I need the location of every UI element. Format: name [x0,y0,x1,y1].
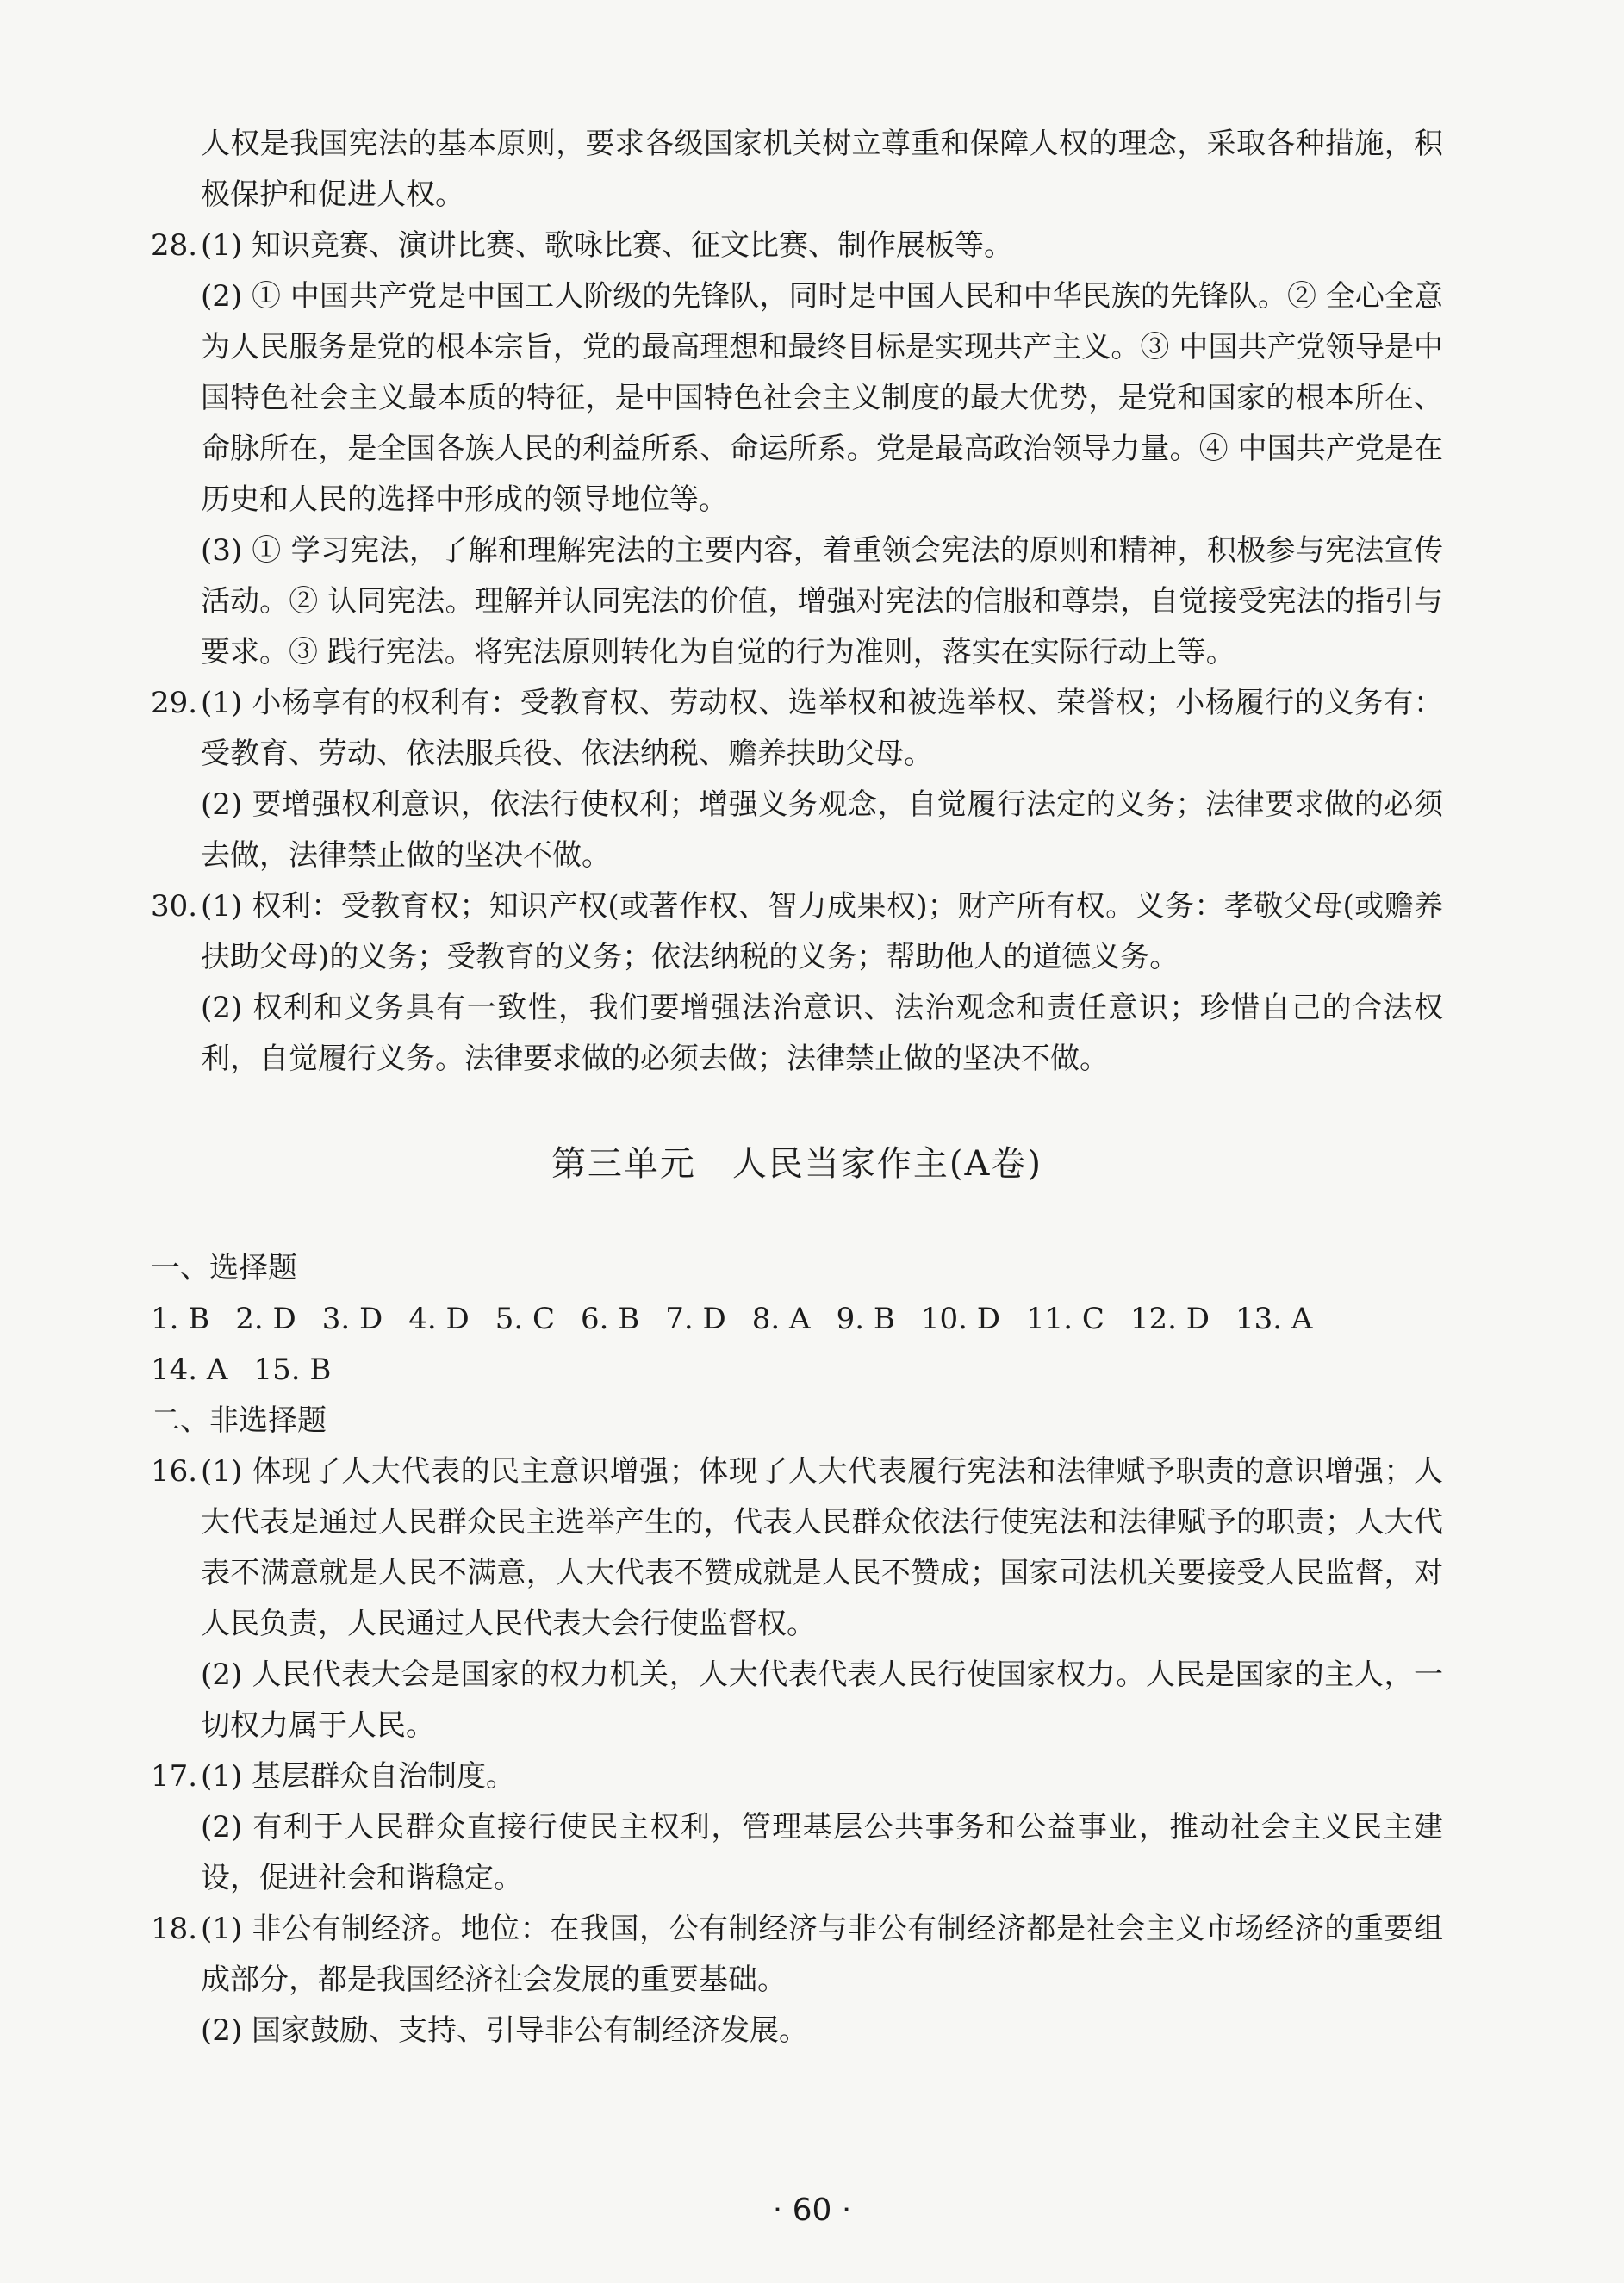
unit-title: 第三单元 人民当家作主(A卷) [551,1144,1043,1184]
choice-answer: 10. D [920,1302,1000,1336]
question-16 [151,1446,1443,1751]
choice-answer: 8. A [751,1302,811,1336]
question-number: 18. [151,1912,198,1946]
choice-answer: 12. D [1129,1302,1210,1336]
answer-part: (2) 有利于人民群众直接行使民主权利，管理基层公共事务和公益事业，推动社会主义民主建设，促进社会和谐稳定。 [201,1810,1443,1895]
choice-answer: 3. D [321,1302,383,1336]
choice-answer: 2. D [235,1302,296,1336]
choice-answer: 14. A [151,1353,228,1387]
question-17 [151,1751,1443,1904]
section-heading-choice: 一、选择题 [151,1251,297,1285]
answer-part: (2) 权利和义务具有一致性，我们要增强法治意识、法治观念和责任意识；珍惜自己的合法权利，自觉履行义务。法律要求做的必须去做；法律禁止做的坚决不做。 [201,991,1443,1076]
question-18 [151,1904,1443,2056]
choice-answer: 15. B [253,1353,332,1387]
question-29 [151,678,1443,881]
answer-part: (3) ① 学习宪法，了解和理解宪法的主要内容，着重领会宪法的原则和精神，积极参与宪法宣传活动。② 认同宪法。理解并认同宪法的价值，增强对宪法的信服和尊崇，自觉接受宪法的指引与要求。③ 践行宪法。将宪法原则转化为自觉的行为准则，落实在实际行动上等。 [201,533,1443,669]
question-number: 17. [151,1759,198,1794]
answer-part: (1) 权利：受教育权；知识产权(或著作权、智力成果权)；财产所有权。义务：孝敬父母(或赡养扶助父母)的义务；受教育的义务；依法纳税的义务；帮助他人的道德义务。 [201,889,1443,974]
answer-part: (2) 人民代表大会是国家的权力机关，人大代表代表人民行使国家权力。人民是国家的主人，一切权力属于人民。 [201,1658,1443,1743]
choice-answer: 5. C [495,1302,556,1336]
content [151,119,1443,2056]
answer-part: (2) 国家鼓励、支持、引导非公有制经济发展。 [201,2013,808,2048]
choice-answer: 6. B [581,1302,640,1336]
intro-paragraph: 人权是我国宪法的基本原则，要求各级国家机关树立尊重和保障人权的理念，采取各种措施，积极保护和促进人权。 [201,127,1443,212]
answer-part: (1) 非公有制经济。地位：在我国，公有制经济与非公有制经济都是社会主义市场经济的重要组成部分，都是我国经济社会发展的重要基础。 [201,1912,1443,1997]
section-heading-nonchoice: 二、非选择题 [151,1403,327,1438]
question-28 [151,221,1443,678]
choice-answer: 11. C [1025,1302,1104,1336]
choice-answer: 13. A [1235,1302,1313,1336]
question-number: 28. [151,228,198,263]
choice-answer: 9. B [836,1302,895,1336]
answer-part: (1) 基层群众自治制度。 [201,1759,515,1794]
choice-answer: 1. B [151,1302,210,1336]
answer-part: (1) 体现了人大代表的民主意识增强；体现了人大代表履行宪法和法律赋予职责的意识增强；人大代表是通过人民群众民主选举产生的，代表人民群众依法行使宪法和法律赋予的职责；人大代表不满意就是人民不满意，人大代表不赞成就是人民不赞成；国家司法机关要接受人民监督，对人民负责，人民通过人民代表大会行使监督权。 [201,1454,1443,1641]
question-30 [151,881,1443,1085]
question-number: 30. [151,889,198,924]
question-number: 16. [151,1454,198,1489]
answer-part: (2) ① 中国共产党是中国工人阶级的先锋队，同时是中国人民和中华民族的先锋队。② 全心全意为人民服务是党的根本宗旨，党的最高理想和最终目标是实现共产主义。③ 中国共产党领导是中国特色社会主义最本质的特征，是中国特色社会主义制度的最大优势，是党和国家的根本所在、命脉所在，是全国各族人民的利益所系、命运所系。党是最高政治领导力量。④ 中国共产党是在历史和人民的选择中形成的领导地位等。 [201,279,1443,517]
answer-part: (1) 小杨享有的权利有：受教育权、劳动权、选举权和被选举权、荣誉权；小杨履行的义务有：受教育、劳动、依法服兵役、依法纳税、赡养扶助父母。 [201,686,1443,771]
question-number: 29. [151,686,198,720]
answer-part: (1) 知识竞赛、演讲比赛、歌咏比赛、征文比赛、制作展板等。 [201,228,1013,263]
answer-part: (2) 要增强权利意识，依法行使权利；增强义务观念，自觉履行法定的义务；法律要求做的必须去做，法律禁止做的坚决不做。 [201,787,1443,873]
page-number: · 60 · [772,2193,852,2228]
choice-answers [151,1294,1374,1396]
choice-answer: 7. D [665,1302,726,1336]
choice-answer: 4. D [408,1302,470,1336]
